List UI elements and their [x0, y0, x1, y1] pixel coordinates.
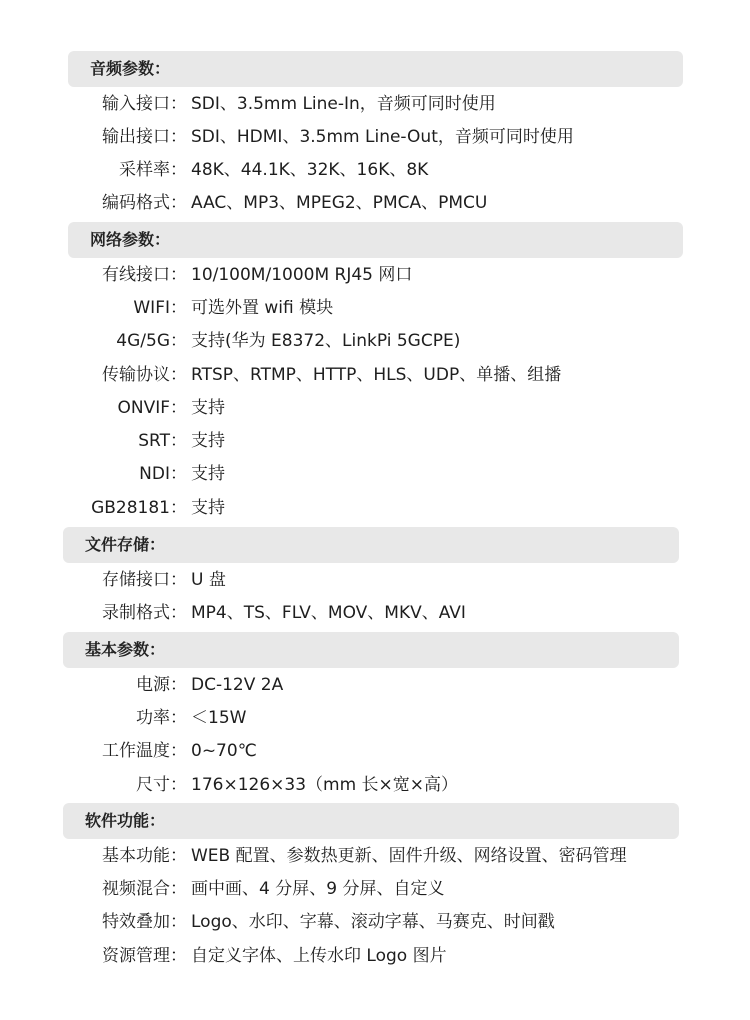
spec-value: 支持	[191, 464, 225, 484]
spec-row	[0, 597, 750, 630]
spec-value: U 盘	[191, 570, 226, 590]
spec-label: 录制格式：	[102, 603, 187, 623]
spec-value: 支持	[191, 498, 225, 518]
spec-label: ONVIF：	[117, 398, 187, 418]
spec-row	[0, 564, 750, 597]
spec-value: 可选外置 wifi 模块	[191, 298, 334, 318]
spec-label: 尺寸：	[136, 775, 187, 795]
spec-row	[0, 669, 750, 702]
spec-label: 基本功能：	[102, 846, 187, 866]
spec-label: 特效叠加：	[102, 912, 187, 932]
spec-row	[0, 88, 750, 121]
spec-value: MP4、TS、FLV、MOV、MKV、AVI	[191, 603, 466, 623]
spec-label: NDI：	[139, 464, 187, 484]
spec-label: 传输协议：	[102, 365, 187, 385]
spec-value: RTSP、RTMP、HTTP、HLS、UDP、单播、组播	[191, 365, 562, 385]
spec-value: 10/100M/1000M RJ45 网口	[191, 265, 413, 285]
spec-row	[0, 873, 750, 906]
spec-row	[0, 259, 750, 292]
spec-row	[0, 840, 750, 873]
spec-row	[0, 359, 750, 392]
spec-row	[0, 154, 750, 187]
spec-value: SDI、HDMI、3.5mm Line-Out，音频可同时使用	[191, 127, 574, 147]
spec-row	[0, 292, 750, 325]
spec-value: 支持	[191, 398, 225, 418]
spec-value: 0~70℃	[191, 741, 257, 761]
spec-label: 4G/5G：	[116, 331, 187, 351]
spec-value: 176×126×33（mm 长×宽×高）	[191, 775, 459, 795]
spec-label: 资源管理：	[102, 946, 187, 966]
spec-label: GB28181：	[91, 498, 187, 518]
spec-value: Logo、水印、字幕、滚动字幕、马赛克、时间戳	[191, 912, 555, 932]
spec-value: 48K、44.1K、32K、16K、8K	[191, 160, 429, 180]
spec-value: 支持(华为 E8372、LinkPi 5GCPE)	[191, 331, 461, 351]
spec-label: 输出接口：	[102, 127, 187, 147]
section-header-software: 软件功能：	[63, 803, 679, 839]
spec-value: SDI、3.5mm Line-In，音频可同时使用	[191, 94, 496, 114]
spec-row	[0, 325, 750, 358]
spec-row	[0, 458, 750, 491]
spec-row	[0, 735, 750, 768]
spec-label: SRT：	[138, 431, 187, 451]
spec-label: 编码格式：	[102, 193, 187, 213]
spec-value: 支持	[191, 431, 225, 451]
spec-value: 自定义字体、上传水印 Logo 图片	[191, 946, 447, 966]
section-header-network: 网络参数：	[68, 222, 683, 258]
spec-value: ＜15W	[191, 708, 247, 728]
section-header-audio: 音频参数：	[68, 51, 683, 87]
section-header-storage: 文件存储：	[63, 527, 679, 563]
spec-row	[0, 392, 750, 425]
spec-row	[0, 702, 750, 735]
spec-label: 视频混合：	[102, 879, 187, 899]
spec-label: 功率：	[136, 708, 187, 728]
spec-row	[0, 906, 750, 939]
spec-label: 存储接口：	[102, 570, 187, 590]
spec-row	[0, 187, 750, 220]
spec-row	[0, 425, 750, 458]
spec-value: 画中画、4 分屏、9 分屏、自定义	[191, 879, 445, 899]
spec-row	[0, 121, 750, 154]
spec-label: WIFI：	[133, 298, 187, 318]
spec-label: 工作温度：	[102, 741, 187, 761]
spec-label: 电源：	[136, 675, 187, 695]
spec-row	[0, 492, 750, 525]
spec-row	[0, 769, 750, 802]
spec-value: AAC、MP3、MPEG2、PMCA、PMCU	[191, 193, 488, 213]
section-header-basic: 基本参数：	[63, 632, 679, 668]
spec-value: WEB 配置、参数热更新、固件升级、网络设置、密码管理	[191, 846, 627, 866]
spec-row	[0, 940, 750, 973]
spec-label: 有线接口：	[102, 265, 187, 285]
spec-value: DC-12V 2A	[191, 675, 284, 695]
spec-label: 采样率：	[119, 160, 187, 180]
spec-label: 输入接口：	[102, 94, 187, 114]
